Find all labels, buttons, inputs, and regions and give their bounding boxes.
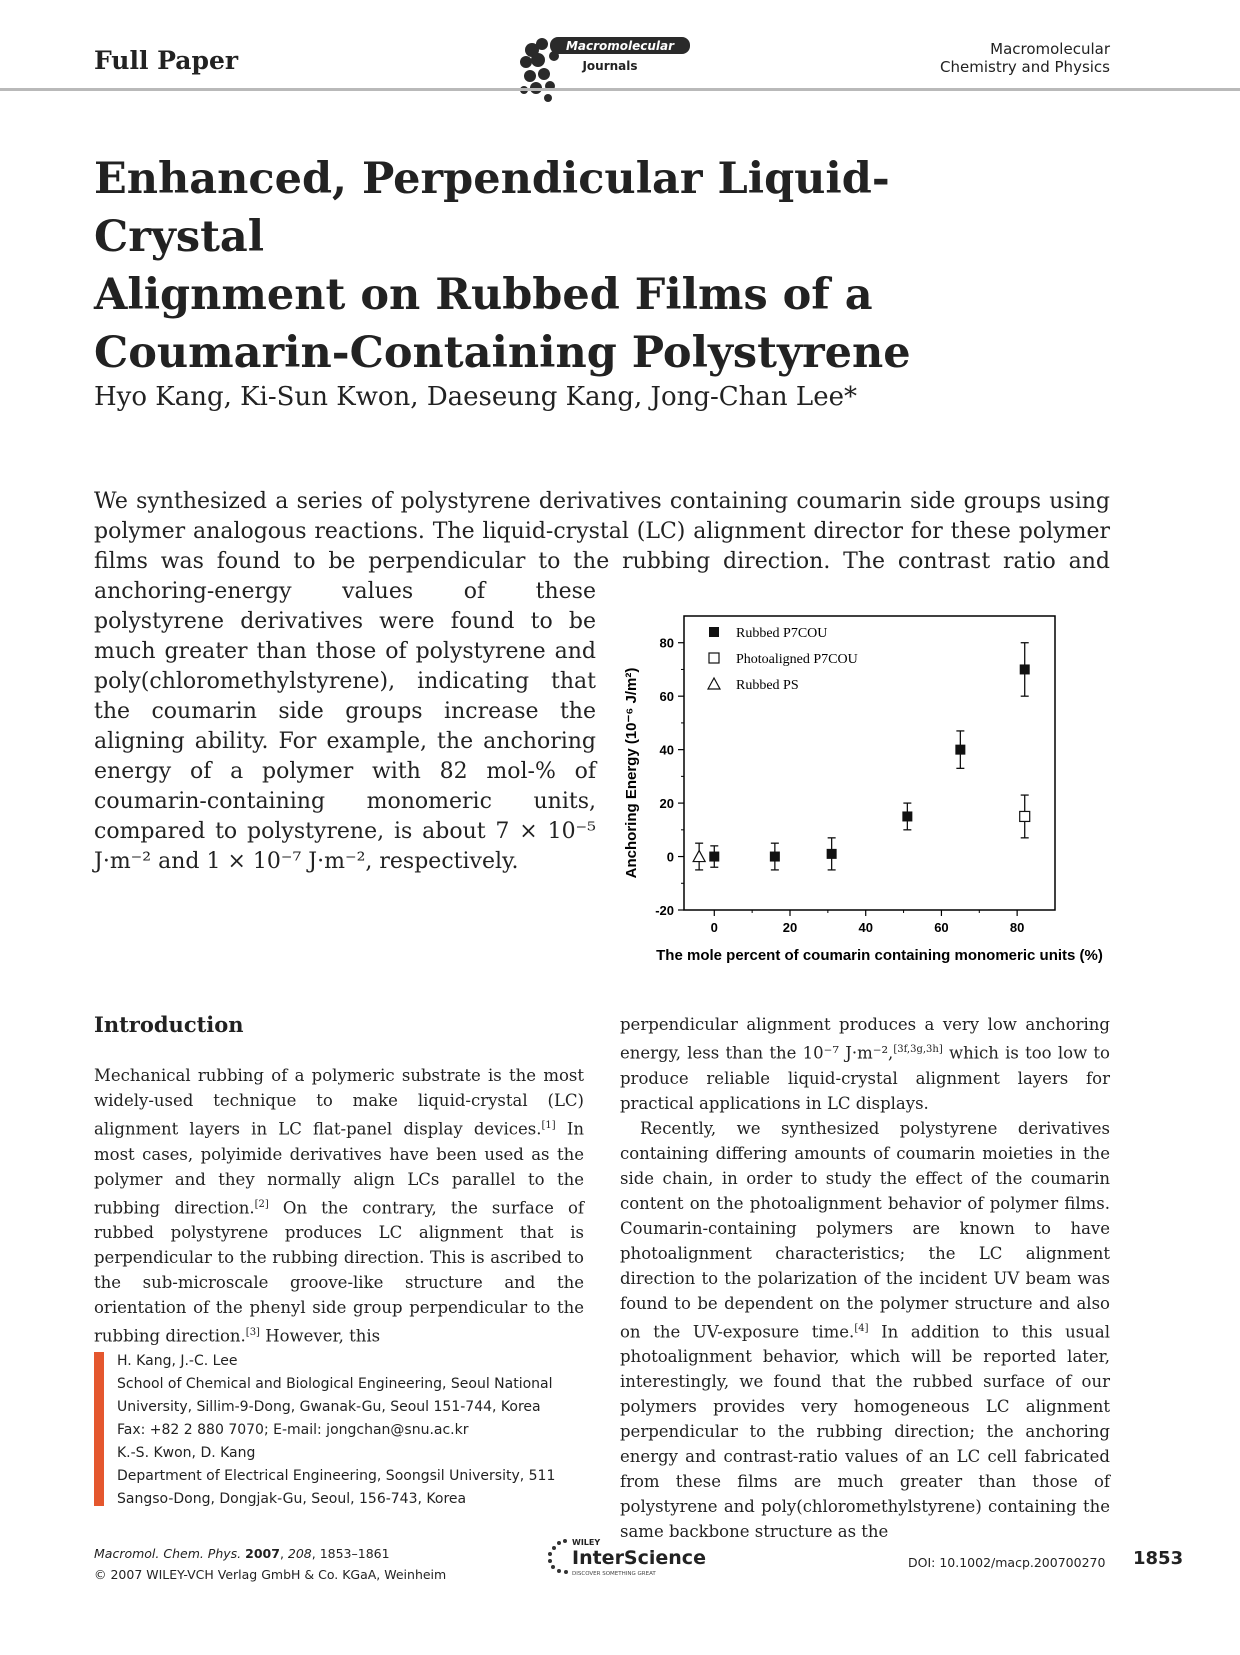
- interscience-text: InterScience: [572, 1547, 706, 1569]
- data-point: [902, 811, 912, 821]
- data-point: [693, 851, 705, 862]
- citation-year: 2007: [245, 1546, 280, 1561]
- article-title: [94, 150, 994, 382]
- citation-pages: , 1853–1861: [311, 1546, 390, 1561]
- legend-label: Photoaligned P7COU: [736, 652, 858, 667]
- citation-1[interactable]: [1]: [541, 1120, 556, 1131]
- x-tick-label: 80: [1009, 920, 1025, 935]
- y-tick-label: 80: [659, 635, 674, 651]
- col2-text-d: In addition to this usual photoalignment behavior, which will be reported later, interestingly, we found that the rubbed surface of our polymers provides very homogeneous LC alignment perpendicular to the rubbing direction; the anchoring energy and contrast-ratio values of an LC cell fabricated from these films are much greater than those of polystyrene and poly(chloromethylstyrene) containing the same backbone structure as the: [620, 1322, 1111, 1541]
- citation-4[interactable]: [4]: [854, 1322, 869, 1334]
- right-column: [620, 1012, 1110, 1544]
- x-tick-label: 60: [934, 920, 949, 935]
- y-tick-label: 40: [659, 742, 674, 758]
- authors: Hyo Kang, Ki-Sun Kwon, Daeseung Kang, Jong-Chan Lee*: [94, 382, 857, 412]
- interscience-swirl-icon: [548, 1539, 568, 1574]
- logo-text-top: Macromolecular: [565, 39, 675, 53]
- x-tick-label: 0: [710, 920, 718, 935]
- data-point: [1020, 811, 1030, 821]
- affiliation-line: Sangso-Dong, Dongjak-Gu, Seoul, 156-743, Korea: [117, 1491, 467, 1507]
- intro-text-c: On the contrary, the surface of rubbed polystyrene produces LC alignment that is perpendicular to the rubbing direction. This is ascribed to the sub-microscale groove-like structure and the orientation of the phenyl side group perpendicular to the rubbing direction.: [94, 1198, 585, 1346]
- data-point: [955, 745, 965, 755]
- data-point: [709, 852, 719, 862]
- section-heading-introduction: Introduction: [94, 1012, 244, 1037]
- x-tick-label: 40: [858, 920, 873, 935]
- intro-paragraph: [94, 1063, 584, 1349]
- col2-text-c: Recently, we synthesized polystyrene derivatives containing differing amounts of coumarin moieties in the side chain, in order to study the effect of the coumarin content on the photoalignment behavior of polymer films. Coumarin-containing polymers are known to have photoalignment characteristics; the LC alignment direction to the polarization of the incident UV beam was found to be dependent on the polymer structure and also on the UV-exposure time.: [620, 1118, 1110, 1341]
- journal-name: [940, 40, 1110, 76]
- affiliation-line: Department of Electrical Engineering, Soongsil University, 511: [117, 1468, 556, 1484]
- title-line-3: Coumarin-Containing Polystyrene: [94, 328, 911, 378]
- legend-marker: [709, 627, 719, 637]
- affiliations: [117, 1350, 587, 1511]
- intro-text-a: Mechanical rubbing of a polymeric substrate is the most widely-used technique to make liquid-crystal (LC) alignment layers in LC flat-panel display devices.: [94, 1066, 584, 1139]
- affiliation-line: School of Chemical and Biological Engineering, Seoul National: [117, 1376, 553, 1392]
- citation-3f[interactable]: [3f,3g,3h]: [893, 1044, 943, 1055]
- footer-citation: Macromol. Chem. Phys. 2007, 208, 1853–1861 © 2007 WILEY-VCH Verlag GmbH & Co. KGaA, Weinheim: [94, 1543, 446, 1585]
- affiliation-line: K.-S. Kwon, D. Kang: [117, 1445, 256, 1461]
- title-line-2: Alignment on Rubbed Films of a: [94, 270, 873, 320]
- legend-label: Rubbed P7COU: [736, 626, 828, 641]
- x-tick-label: 20: [782, 920, 798, 935]
- abstract-body: anchoring-energy values of these polystyrene derivatives were found to be much greater than those of polystyrene and poly(chloromethylstyrene), indicating that the coumarin side groups increase the aligning ability. For example, the anchoring energy of a polymer with 82 mol-% of coumarin-containing monomeric units, compared to polystyrene, is about 7 × 10⁻⁵ J·m⁻² and 1 × 10⁻⁷ J·m⁻², respectively.: [94, 579, 596, 874]
- copyright: © 2007 WILEY-VCH Verlag GmbH & Co. KGaA, Weinheim: [94, 1567, 447, 1582]
- abstract-line-1: We synthesized a series of polystyrene derivatives containing coumarin side groups using: [94, 489, 1110, 514]
- section-label: Full Paper: [94, 46, 239, 75]
- title-line-1: Enhanced, Perpendicular Liquid-Crystal: [94, 154, 890, 262]
- interscience-tagline: DISCOVER SOMETHING GREAT: [572, 1571, 656, 1577]
- y-tick-label: 60: [659, 689, 674, 705]
- abstract-top: [94, 487, 1110, 577]
- wiley-text: WILEY: [572, 1538, 601, 1547]
- y-axis-label: Anchoring Energy (10⁻⁶ J/m²): [623, 667, 640, 879]
- intro-text-d: However, this: [259, 1326, 381, 1346]
- affiliation-accent-bar: [94, 1352, 104, 1506]
- legend-label: Rubbed PS: [736, 678, 799, 693]
- journal-name-line2: Chemistry and Physics: [940, 58, 1110, 76]
- data-point: [770, 852, 780, 862]
- data-point: [827, 849, 837, 859]
- affiliation-line: University, Sillim-9-Dong, Gwanak-Gu, Seoul 151-744, Korea: [117, 1399, 541, 1415]
- citation-volume: 208: [287, 1546, 312, 1561]
- logo-text-bottom: Journals: [582, 59, 638, 73]
- interscience-logo: [540, 1530, 730, 1580]
- affiliation-line: H. Kang, J.-C. Lee: [117, 1353, 238, 1369]
- y-tick-label: 20: [659, 796, 674, 812]
- x-axis-label: The mole percent of coumarin containing monomeric units (%): [656, 947, 1103, 964]
- doi[interactable]: DOI: 10.1002/macp.200700270: [908, 1555, 1106, 1570]
- legend-marker: [709, 653, 719, 663]
- col2-text-a: perpendicular alignment produces a very low anchoring energy, less than the 10⁻⁷ J·m⁻²,: [620, 1015, 1110, 1063]
- y-tick-label: -20: [655, 903, 674, 918]
- anchoring-energy-chart: [612, 600, 1122, 970]
- affiliation-contact[interactable]: Fax: +82 2 880 7070; E-mail: jongchan@snu.ac.kr: [117, 1422, 469, 1438]
- journal-logo: [510, 28, 700, 106]
- citation-2[interactable]: [2]: [254, 1198, 269, 1210]
- journal-abbrev: Macromol. Chem. Phys.: [94, 1546, 242, 1561]
- y-tick-label: 0: [666, 849, 674, 865]
- legend-marker: [708, 678, 720, 689]
- data-point: [1020, 664, 1030, 674]
- header-rule: [0, 88, 1240, 91]
- abstract-line-3: films was found to be perpendicular to the rubbing direction. The contrast ratio and: [94, 549, 1110, 574]
- intro-text-b: In most cases, polyimide derivatives have been used as the polymer and they normally align LCs parallel to the rubbing direction.: [94, 1119, 585, 1217]
- abstract-line-2: polymer analogous reactions. The liquid-crystal (LC) alignment director for these polymer: [94, 519, 1110, 544]
- citation-3[interactable]: [3]: [245, 1327, 260, 1338]
- col2-text-b: which is too low to produce reliable liquid-crystal alignment layers for practical applications in LC displays.: [620, 1043, 1110, 1113]
- journal-name-line1: Macromolecular: [990, 40, 1110, 58]
- page-number: 1853: [1133, 1548, 1184, 1569]
